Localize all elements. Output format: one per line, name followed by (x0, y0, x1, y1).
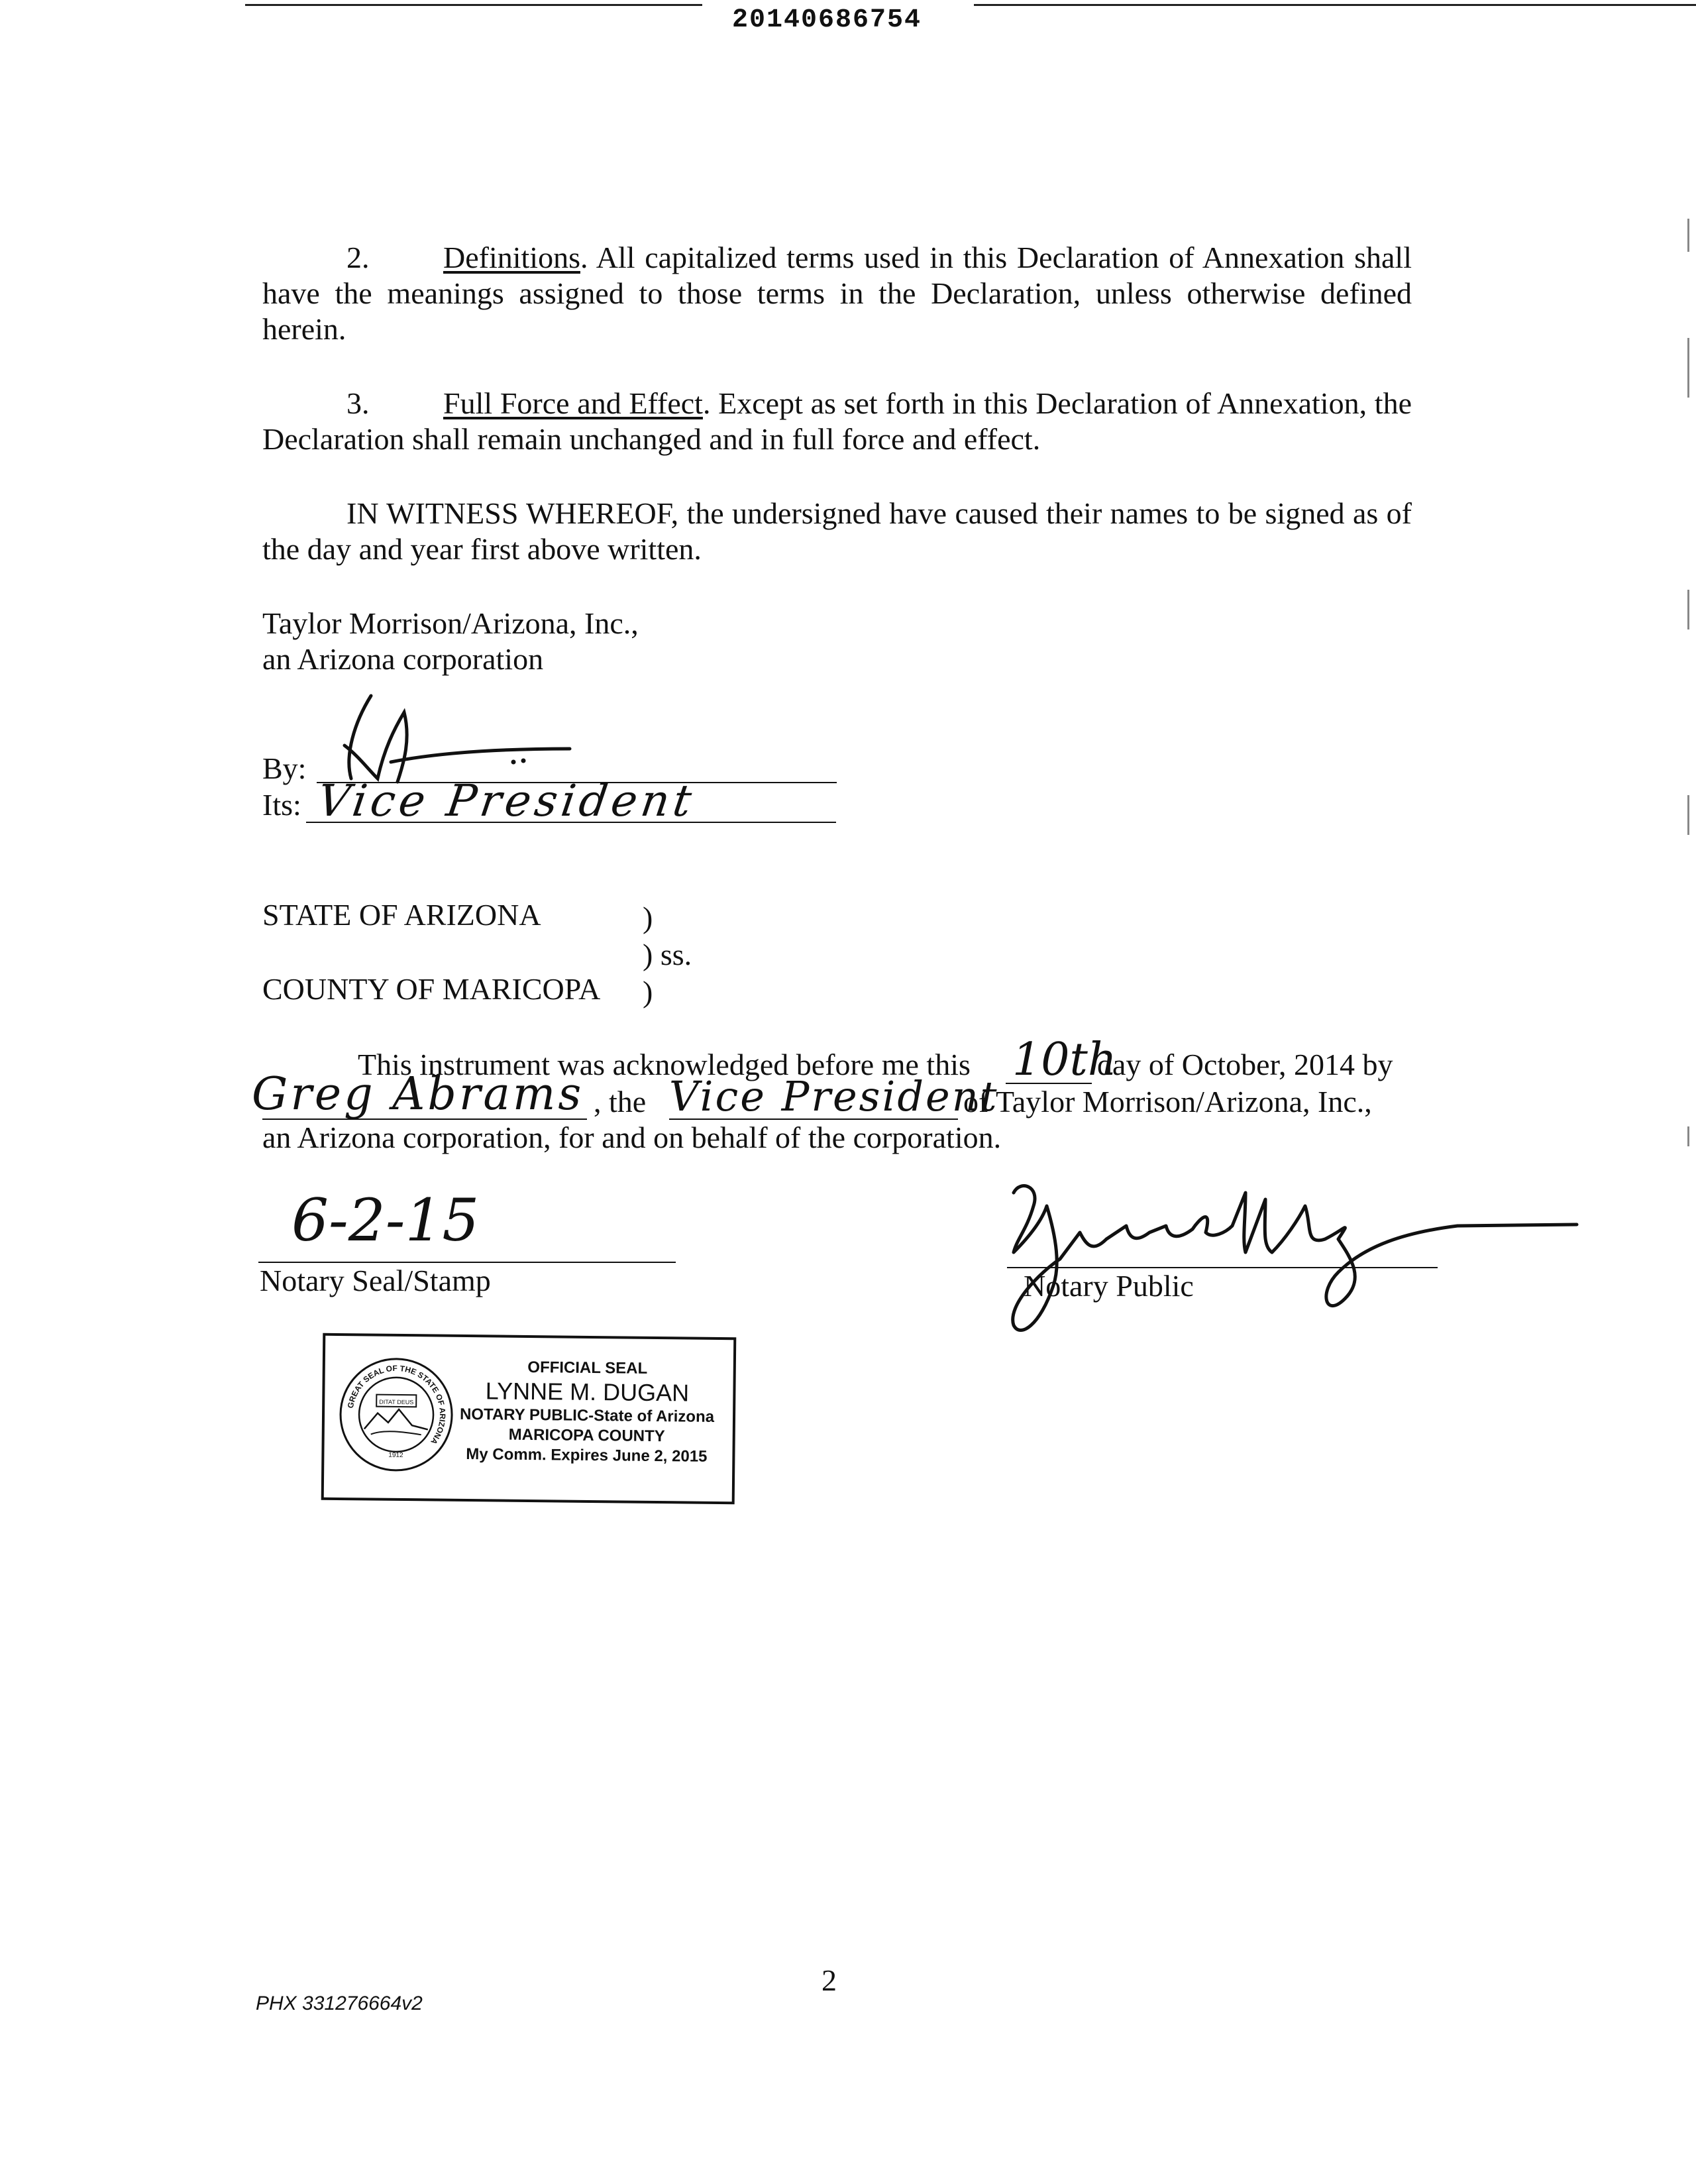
document-code: PHX 331276664v2 (256, 1993, 423, 2014)
section-full-force (262, 386, 1412, 457)
section-heading: Definitions (443, 241, 580, 274)
by-label: By: (262, 751, 307, 785)
its-handwritten: Vice President (314, 775, 699, 826)
ack-part-3: , the (594, 1085, 647, 1119)
ack-part-2: day of October, 2014 by (1097, 1048, 1393, 1081)
seal-line-3: My Comm. Expires June 2, 2015 (466, 1445, 708, 1466)
venue-ss: ) ss. (643, 938, 692, 971)
section-definitions (262, 240, 1412, 347)
its-label: Its: (262, 788, 301, 822)
notary-seal-label: Notary Seal/Stamp (260, 1264, 491, 1297)
venue-county: COUNTY OF MARICOPA (262, 972, 601, 1006)
seal-emblem-motto: DITAT DEUS (379, 1398, 414, 1406)
witness-text: IN WITNESS WHEREOF, the undersigned have caused their names to be signed as of the day and year first above written. (262, 496, 1412, 566)
scan-margin-mark (1687, 219, 1689, 252)
scan-margin-mark (1687, 338, 1689, 398)
section-heading: Full Force and Effect (443, 386, 703, 420)
ack-part-1: This instrument was acknowledged before me this (358, 1048, 971, 1081)
section-number: 2. (346, 241, 370, 274)
header-rule-left (245, 4, 702, 6)
notary-expiry-handwritten: 6-2-15 (292, 1186, 480, 1254)
section-body: . All capitalized terms used in this Declaration of Annexation shall have the meanings assigned to those terms in the Declaration, unless otherwise defined herein. (262, 241, 1412, 346)
seal-text-block (454, 1357, 720, 1467)
witness-clause (262, 496, 1412, 567)
header-rule-right (974, 4, 1696, 6)
ack-signer-handwritten: Greg Abrams (252, 1068, 584, 1120)
arizona-state-seal-emblem (337, 1356, 455, 1474)
seal-name: LYNNE M. DUGAN (485, 1377, 690, 1407)
ack-part-4: of Taylor Morrison/Arizona, Inc., (963, 1085, 1372, 1119)
notary-public-label: Notary Public (1024, 1269, 1194, 1303)
venue-state: STATE OF ARIZONA (262, 898, 541, 932)
venue-paren-3: ) (643, 975, 653, 1009)
seal-emblem-year: 1912 (388, 1451, 403, 1460)
ack-part-5: an Arizona corporation, for and on behalf of the corporation. (262, 1120, 1002, 1154)
section-body: . Except as set forth in this Declaration of Annexation, the Declaration shall remain unchanged and in full force and effect. (262, 386, 1412, 456)
seal-emblem-ring-text: GREAT SEAL OF THE STATE OF ARIZONA (345, 1363, 448, 1447)
notary-signature (994, 1166, 1590, 1345)
section-number: 3. (346, 386, 370, 420)
ack-title-handwritten: Vice President (669, 1072, 999, 1120)
official-seal-stamp (321, 1333, 737, 1505)
seal-line-1: NOTARY PUBLIC-State of Arizona (459, 1405, 715, 1426)
page-number: 2 (822, 1963, 837, 1997)
seal-title: OFFICIAL SEAL (527, 1358, 648, 1378)
scan-margin-mark (1687, 1126, 1689, 1146)
scan-margin-mark (1687, 590, 1689, 629)
entity-name: Taylor Morrison/Arizona, Inc., (262, 606, 639, 640)
recording-number: 20140686754 (732, 5, 922, 35)
entity-type: an Arizona corporation (262, 642, 544, 676)
ack-day-handwritten: 10th (1012, 1034, 1117, 1086)
scan-margin-mark (1687, 795, 1689, 835)
seal-line-2: MARICOPA COUNTY (508, 1425, 665, 1446)
venue-paren-1: ) (643, 901, 653, 934)
